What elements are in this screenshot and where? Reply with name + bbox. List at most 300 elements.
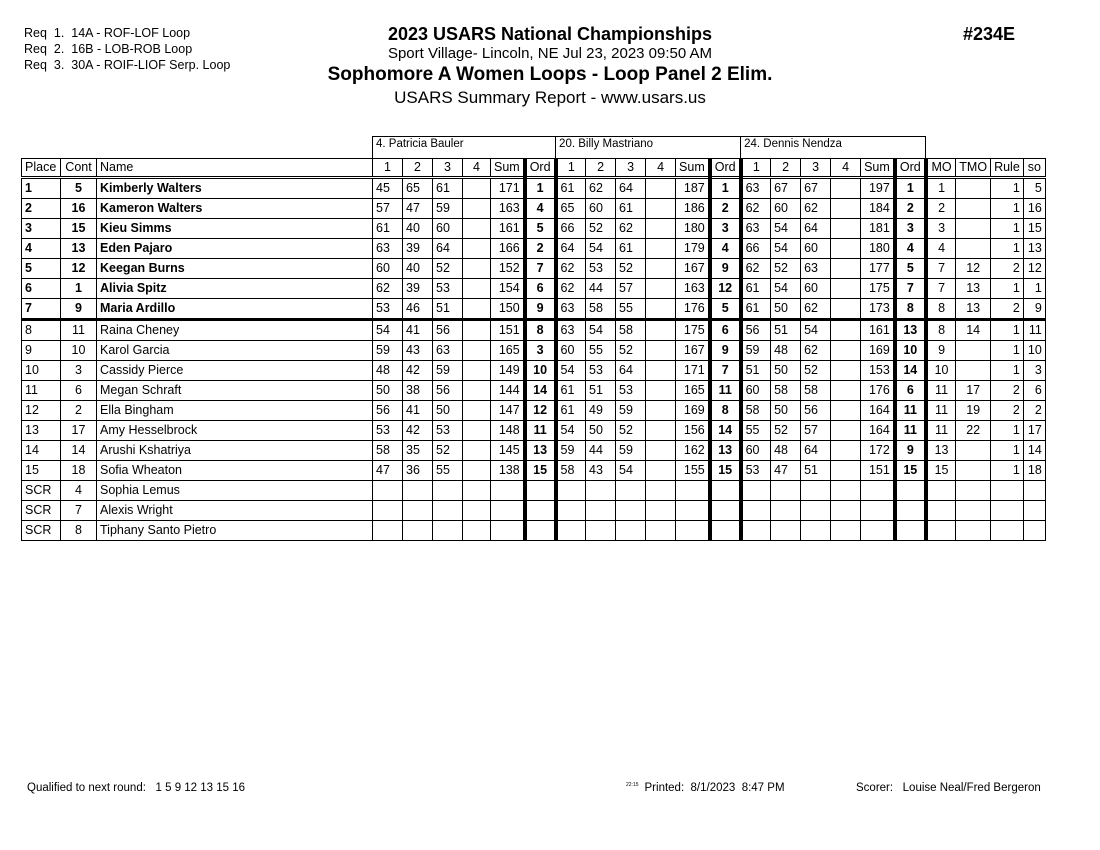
cell-j1-score-1	[373, 521, 403, 541]
cell-j3-score-3: 57	[801, 421, 831, 441]
cell-so: 17	[1023, 421, 1045, 441]
table-row	[22, 320, 1046, 341]
cell-j2-sum: 162	[676, 441, 710, 461]
event-number: #234E	[963, 24, 1016, 44]
cell-j3-sum: 153	[861, 361, 895, 381]
cell-j1-score-1: 59	[373, 341, 403, 361]
cell-j3-sum: 164	[861, 421, 895, 441]
cell-j2-score-4	[646, 481, 676, 501]
cell-j1-score-4	[463, 481, 491, 501]
cell-so: 12	[1023, 259, 1045, 279]
cell-j2-score-4	[646, 521, 676, 541]
cell-j1-sum: 161	[491, 219, 525, 239]
cell-j3-sum: 164	[861, 401, 895, 421]
cell-tmo	[956, 199, 991, 219]
cell-j1-sum: 171	[491, 178, 525, 199]
cell-j1-score-1: 53	[373, 299, 403, 320]
cell-j1-score-2: 41	[403, 401, 433, 421]
cell-j1-score-3: 61	[433, 178, 463, 199]
cell-tmo	[956, 178, 991, 199]
cell-j3-score-2: 47	[771, 461, 801, 481]
col-j1-s4: 4	[463, 159, 491, 178]
table-row	[22, 259, 1046, 279]
cell-rule: 1	[991, 178, 1024, 199]
cell-j2-score-1	[556, 501, 586, 521]
cell-j2-ord: 14	[710, 421, 741, 441]
cell-j3-ord: 7	[895, 279, 926, 299]
cell-j1-score-4	[463, 361, 491, 381]
cell-tmo: 17	[956, 381, 991, 401]
cell-so: 6	[1023, 381, 1045, 401]
cell-j2-score-4	[646, 178, 676, 199]
cell-j3-ord: 11	[895, 421, 926, 441]
cell-j3-score-3: 67	[801, 178, 831, 199]
cell-j1-ord: 8	[525, 320, 556, 341]
qualified-list: 1 5 9 12 13 15 16	[155, 782, 246, 794]
cell-j1-score-2: 46	[403, 299, 433, 320]
cell-name: Eden Pajaro	[97, 239, 373, 259]
cell-j2-score-1: 61	[556, 381, 586, 401]
cell-j1-sum: 147	[491, 401, 525, 421]
cell-j1-sum: 166	[491, 239, 525, 259]
cell-j1-sum: 138	[491, 461, 525, 481]
cell-j1-sum	[491, 521, 525, 541]
cell-j3-score-2: 50	[771, 361, 801, 381]
cell-j2-score-3: 64	[616, 178, 646, 199]
cell-j2-score-1	[556, 521, 586, 541]
table-row	[22, 481, 1046, 501]
col-j3-s1: 1	[741, 159, 771, 178]
cell-rule: 1	[991, 239, 1024, 259]
col-j1-s1: 1	[373, 159, 403, 178]
cell-j1-score-2: 40	[403, 219, 433, 239]
judge-2-name: 20. Billy Mastriano	[556, 137, 741, 159]
cell-j3-score-2	[771, 521, 801, 541]
cell-j1-score-2: 42	[403, 361, 433, 381]
cell-j1-score-1: 60	[373, 259, 403, 279]
cell-j2-score-1: 65	[556, 199, 586, 219]
cell-j2-score-3: 64	[616, 361, 646, 381]
cell-j2-score-3: 57	[616, 279, 646, 299]
cell-j2-score-3: 53	[616, 381, 646, 401]
cell-j3-score-2: 50	[771, 299, 801, 320]
cell-j3-ord: 8	[895, 299, 926, 320]
cell-tmo	[956, 501, 991, 521]
col-so: so	[1023, 159, 1045, 178]
cell-j3-score-4	[831, 341, 861, 361]
table-row	[22, 178, 1046, 199]
cell-j2-score-1	[556, 481, 586, 501]
cell-j1-score-4	[463, 178, 491, 199]
cell-j2-ord: 9	[710, 259, 741, 279]
cell-cont: 16	[61, 199, 97, 219]
cell-j2-score-2: 54	[586, 239, 616, 259]
cell-j1-ord	[525, 481, 556, 501]
cell-rule: 2	[991, 381, 1024, 401]
cell-j3-ord: 10	[895, 341, 926, 361]
cell-j2-ord: 15	[710, 461, 741, 481]
cell-j2-sum: 187	[676, 178, 710, 199]
cell-j2-score-1: 58	[556, 461, 586, 481]
cell-j3-score-3: 52	[801, 361, 831, 381]
cell-j2-sum	[676, 481, 710, 501]
cell-j3-ord: 11	[895, 401, 926, 421]
cell-j1-ord	[525, 501, 556, 521]
table-row	[22, 501, 1046, 521]
cell-j2-score-3: 58	[616, 320, 646, 341]
cell-j3-score-4	[831, 299, 861, 320]
cell-rule: 1	[991, 361, 1024, 381]
cell-j3-score-1: 60	[741, 441, 771, 461]
cell-tmo: 22	[956, 421, 991, 441]
cell-j3-score-1: 55	[741, 421, 771, 441]
cell-j1-sum: 163	[491, 199, 525, 219]
cell-j2-score-3: 52	[616, 341, 646, 361]
cell-j1-score-3: 52	[433, 441, 463, 461]
col-j2-ord: Ord	[710, 159, 741, 178]
cell-j1-ord: 4	[525, 199, 556, 219]
cell-j3-score-4	[831, 178, 861, 199]
cell-rule: 1	[991, 421, 1024, 441]
cell-mo: 11	[926, 401, 956, 421]
cell-j2-ord: 11	[710, 381, 741, 401]
cell-place: SCR	[22, 501, 61, 521]
cell-j1-score-3: 59	[433, 199, 463, 219]
cell-mo	[926, 501, 956, 521]
table-row	[22, 401, 1046, 421]
cell-j3-ord: 1	[895, 178, 926, 199]
report-header	[250, 23, 850, 109]
cell-j2-ord: 5	[710, 299, 741, 320]
cell-j1-score-4	[463, 381, 491, 401]
cell-j1-score-4	[463, 299, 491, 320]
cell-j2-score-1: 61	[556, 178, 586, 199]
cell-tmo	[956, 361, 991, 381]
judge-header-row	[22, 137, 1046, 159]
cell-place: 1	[22, 178, 61, 199]
table-row	[22, 441, 1046, 461]
cell-j2-sum: 180	[676, 219, 710, 239]
cell-j3-score-3	[801, 481, 831, 501]
cell-j2-score-3: 61	[616, 199, 646, 219]
cell-j1-score-3: 56	[433, 381, 463, 401]
cell-rule: 1	[991, 441, 1024, 461]
cell-so: 10	[1023, 341, 1045, 361]
cell-j2-sum: 176	[676, 299, 710, 320]
cell-j3-score-3: 62	[801, 299, 831, 320]
cell-place: 6	[22, 279, 61, 299]
cell-j1-ord: 14	[525, 381, 556, 401]
table-row	[22, 299, 1046, 320]
cell-so: 5	[1023, 178, 1045, 199]
table-row	[22, 341, 1046, 361]
cell-so: 2	[1023, 401, 1045, 421]
cell-place: 8	[22, 320, 61, 341]
cell-j2-score-4	[646, 361, 676, 381]
cell-j3-ord: 4	[895, 239, 926, 259]
cell-j3-score-3: 62	[801, 199, 831, 219]
cell-cont: 18	[61, 461, 97, 481]
cell-place: 5	[22, 259, 61, 279]
cell-j3-ord	[895, 521, 926, 541]
cell-j2-score-3	[616, 481, 646, 501]
table-row	[22, 381, 1046, 401]
col-j2-sum: Sum	[676, 159, 710, 178]
cell-j1-score-4	[463, 239, 491, 259]
col-mo: MO	[926, 159, 956, 178]
cell-j1-score-1	[373, 501, 403, 521]
cell-name: Amy Hesselbrock	[97, 421, 373, 441]
cell-cont: 4	[61, 481, 97, 501]
cell-so: 11	[1023, 320, 1045, 341]
cell-place: 4	[22, 239, 61, 259]
cell-j3-score-1	[741, 501, 771, 521]
cell-rule: 1	[991, 199, 1024, 219]
cell-mo: 2	[926, 199, 956, 219]
cell-j3-score-2: 67	[771, 178, 801, 199]
cell-j3-score-4	[831, 481, 861, 501]
col-j3-s4: 4	[831, 159, 861, 178]
cell-cont: 1	[61, 279, 97, 299]
cell-j3-score-1: 59	[741, 341, 771, 361]
cell-j2-score-3	[616, 501, 646, 521]
cell-j1-sum: 151	[491, 320, 525, 341]
cell-rule: 1	[991, 279, 1024, 299]
cell-j1-ord: 13	[525, 441, 556, 461]
requirements-list	[24, 25, 230, 73]
cell-j1-score-4	[463, 421, 491, 441]
col-j1-ord: Ord	[525, 159, 556, 178]
cell-j1-sum: 150	[491, 299, 525, 320]
cell-j3-score-1: 61	[741, 299, 771, 320]
cell-j3-score-4	[831, 421, 861, 441]
cell-j2-ord: 8	[710, 401, 741, 421]
cell-j2-score-3: 62	[616, 219, 646, 239]
cell-so: 14	[1023, 441, 1045, 461]
cell-j3-sum: 180	[861, 239, 895, 259]
cell-j3-ord: 2	[895, 199, 926, 219]
cell-mo: 8	[926, 320, 956, 341]
cell-j3-score-3: 56	[801, 401, 831, 421]
cell-rule	[991, 481, 1024, 501]
cell-j2-score-2: 49	[586, 401, 616, 421]
cell-j2-score-2: 53	[586, 361, 616, 381]
cell-j3-score-2: 50	[771, 401, 801, 421]
cell-j3-sum: 151	[861, 461, 895, 481]
cell-j2-score-2: 44	[586, 279, 616, 299]
cell-j2-sum: 186	[676, 199, 710, 219]
championship-title: 2023 USARS National Championships	[387, 24, 713, 44]
cell-j3-score-3: 64	[801, 441, 831, 461]
cell-j2-sum: 171	[676, 361, 710, 381]
cell-place: 11	[22, 381, 61, 401]
cell-j2-score-4	[646, 341, 676, 361]
cell-cont: 15	[61, 219, 97, 239]
cell-tmo: 14	[956, 320, 991, 341]
cell-j2-sum: 167	[676, 259, 710, 279]
cell-j1-ord: 11	[525, 421, 556, 441]
cell-tmo	[956, 481, 991, 501]
table-row	[22, 521, 1046, 541]
cell-mo	[926, 521, 956, 541]
cell-j2-score-4	[646, 219, 676, 239]
cell-j2-score-1: 63	[556, 299, 586, 320]
cell-cont: 5	[61, 178, 97, 199]
cell-mo: 13	[926, 441, 956, 461]
col-place: Place	[22, 159, 61, 178]
col-j2-s4: 4	[646, 159, 676, 178]
cell-j3-score-1: 53	[741, 461, 771, 481]
cell-cont: 7	[61, 501, 97, 521]
cell-j1-score-3: 64	[433, 239, 463, 259]
cell-cont: 6	[61, 381, 97, 401]
cell-j2-sum: 156	[676, 421, 710, 441]
cell-rule: 2	[991, 401, 1024, 421]
cell-j2-score-2: 55	[586, 341, 616, 361]
cell-j2-score-3: 59	[616, 401, 646, 421]
cell-j3-score-2: 48	[771, 341, 801, 361]
cell-j1-ord	[525, 521, 556, 541]
cell-place: SCR	[22, 481, 61, 501]
cell-j1-sum: 149	[491, 361, 525, 381]
cell-j1-score-1: 54	[373, 320, 403, 341]
cell-j3-sum: 197	[861, 178, 895, 199]
cell-j1-score-3: 53	[433, 421, 463, 441]
cell-j1-score-2: 47	[403, 199, 433, 219]
cell-cont: 11	[61, 320, 97, 341]
cell-j3-ord: 9	[895, 441, 926, 461]
cell-place: SCR	[22, 521, 61, 541]
cell-mo: 4	[926, 239, 956, 259]
col-tmo: TMO	[956, 159, 991, 178]
cell-j1-ord: 12	[525, 401, 556, 421]
cell-tmo	[956, 341, 991, 361]
cell-j3-sum: 175	[861, 279, 895, 299]
cell-j2-score-3: 59	[616, 441, 646, 461]
cell-j2-score-2: 62	[586, 178, 616, 199]
cell-j3-score-1: 60	[741, 381, 771, 401]
cell-j2-score-4	[646, 421, 676, 441]
cell-j1-score-3: 55	[433, 461, 463, 481]
cell-j1-score-2: 36	[403, 461, 433, 481]
cell-j1-ord: 9	[525, 299, 556, 320]
cell-j3-score-4	[831, 320, 861, 341]
cell-name: Alivia Spitz	[97, 279, 373, 299]
cell-name: Kieu Simms	[97, 219, 373, 239]
cell-tmo: 13	[956, 279, 991, 299]
cell-j1-score-3: 59	[433, 361, 463, 381]
cell-j3-score-1	[741, 481, 771, 501]
cell-j3-score-2: 48	[771, 441, 801, 461]
cell-j2-ord	[710, 481, 741, 501]
cell-j2-score-3	[616, 521, 646, 541]
cell-j3-score-1	[741, 521, 771, 541]
cell-cont: 2	[61, 401, 97, 421]
cell-j1-score-4	[463, 461, 491, 481]
table-row	[22, 239, 1046, 259]
cell-name: Arushi Kshatriya	[97, 441, 373, 461]
cell-j3-score-1: 61	[741, 279, 771, 299]
cell-j1-ord: 2	[525, 239, 556, 259]
cell-name: Maria Ardillo	[97, 299, 373, 320]
cell-j3-ord: 3	[895, 219, 926, 239]
cell-j1-sum	[491, 481, 525, 501]
cell-j3-score-2: 54	[771, 219, 801, 239]
cell-tmo	[956, 461, 991, 481]
cell-so	[1023, 521, 1045, 541]
cell-j3-score-1: 62	[741, 259, 771, 279]
cell-mo	[926, 481, 956, 501]
cell-place: 13	[22, 421, 61, 441]
cell-j3-score-3	[801, 501, 831, 521]
cell-name: Keegan Burns	[97, 259, 373, 279]
cell-j3-ord: 5	[895, 259, 926, 279]
cell-j2-score-2: 50	[586, 421, 616, 441]
cell-j1-score-2	[403, 481, 433, 501]
report-subtitle: USARS Summary Report - www.usars.us	[394, 88, 706, 107]
cell-tmo: 19	[956, 401, 991, 421]
cell-j3-sum	[861, 521, 895, 541]
cell-j3-score-4	[831, 441, 861, 461]
cell-j1-ord: 5	[525, 219, 556, 239]
cell-j3-score-4	[831, 199, 861, 219]
cell-j3-score-3: 54	[801, 320, 831, 341]
cell-j2-score-4	[646, 441, 676, 461]
cell-j1-score-4	[463, 341, 491, 361]
cell-j2-score-4	[646, 501, 676, 521]
cell-j1-score-1: 47	[373, 461, 403, 481]
cell-j1-sum: 165	[491, 341, 525, 361]
cell-j2-score-2: 43	[586, 461, 616, 481]
cell-j3-sum: 184	[861, 199, 895, 219]
cell-place: 9	[22, 341, 61, 361]
cell-j1-score-4	[463, 521, 491, 541]
cell-place: 10	[22, 361, 61, 381]
requirement-2: Req 2. 16B - LOB-ROB Loop	[24, 42, 193, 56]
cell-cont: 13	[61, 239, 97, 259]
cell-j2-score-3: 54	[616, 461, 646, 481]
cell-j3-score-2	[771, 481, 801, 501]
cell-j2-score-4	[646, 239, 676, 259]
cell-j2-score-1: 62	[556, 259, 586, 279]
cell-j1-score-2: 35	[403, 441, 433, 461]
cell-j1-score-2	[403, 521, 433, 541]
cell-rule: 1	[991, 461, 1024, 481]
cell-place: 7	[22, 299, 61, 320]
cell-j3-score-3: 58	[801, 381, 831, 401]
cell-mo: 11	[926, 421, 956, 441]
cell-j3-score-4	[831, 401, 861, 421]
cell-j2-score-4	[646, 461, 676, 481]
cell-j2-sum: 175	[676, 320, 710, 341]
cell-j3-score-2: 58	[771, 381, 801, 401]
cell-place: 3	[22, 219, 61, 239]
cell-j2-ord: 4	[710, 239, 741, 259]
cell-j3-sum: 169	[861, 341, 895, 361]
cell-so	[1023, 501, 1045, 521]
cell-j1-score-3: 63	[433, 341, 463, 361]
cell-j1-score-1: 56	[373, 401, 403, 421]
cell-j3-sum	[861, 481, 895, 501]
cell-j1-score-2	[403, 501, 433, 521]
results-table	[21, 136, 1046, 541]
cell-j1-score-1	[373, 481, 403, 501]
cell-j1-score-1: 50	[373, 381, 403, 401]
cell-j2-score-4	[646, 199, 676, 219]
cell-j1-score-4	[463, 279, 491, 299]
cell-j2-score-3: 61	[616, 239, 646, 259]
cell-j3-sum: 173	[861, 299, 895, 320]
